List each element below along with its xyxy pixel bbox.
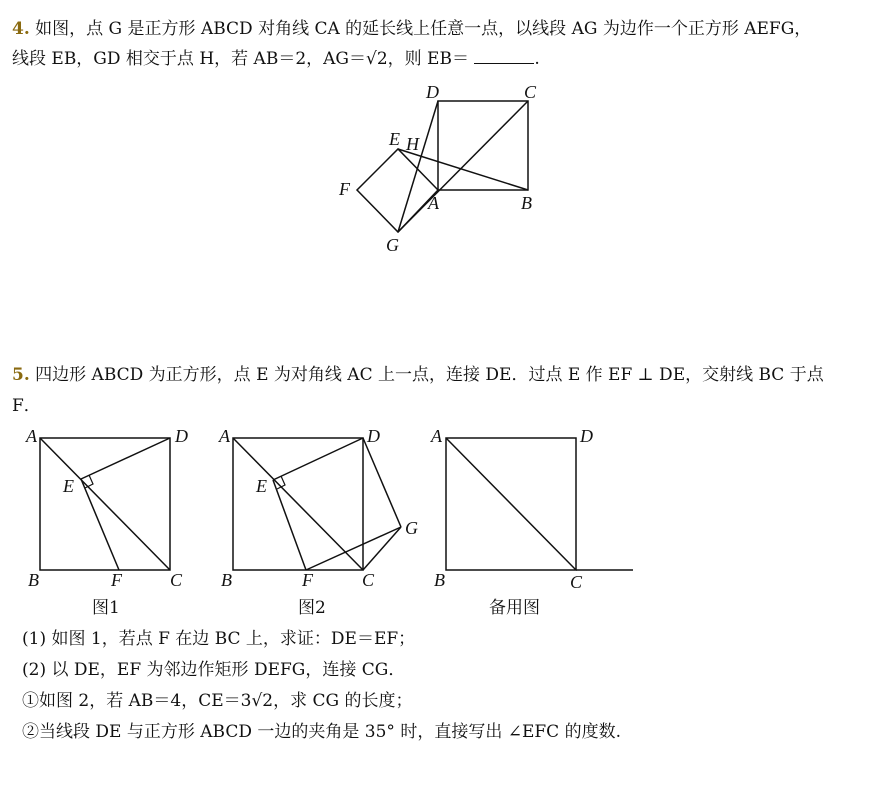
q5-sub1: (1) 如图 1，若点 F 在边 BC 上，求证：DE＝EF； — [22, 629, 416, 649]
fig2-label-a: A — [219, 426, 230, 446]
label-d: D — [426, 82, 439, 102]
q4-sqrt: √2 — [366, 49, 388, 69]
fig2-label-b: B — [221, 570, 232, 590]
square-aefg — [357, 149, 438, 232]
fig2-caption: 图2 — [298, 598, 326, 618]
q5-text-line1: 四边形 ABCD 为正方形，点 E 为对角线 AC 上一点，连接 DE．过点 E 作 EF ⊥ DE，交射线 BC 于点 — [35, 365, 824, 385]
fig1-label-f: F — [111, 570, 122, 590]
q5-line1 — [12, 364, 824, 386]
fig3-label-c: C — [570, 572, 583, 592]
fig1-label-b: B — [28, 570, 39, 590]
q4-text-line1: 如图，点 G 是正方形 ABCD 对角线 CA 的延长线上任意一点，以线段 AG 为边作一个正方形 AEFG， — [35, 19, 812, 39]
label-h: H — [406, 134, 419, 154]
fig2-segment-dg — [363, 438, 401, 527]
label-g: G — [386, 235, 399, 255]
label-b: B — [521, 193, 532, 213]
fig2-segment-ef — [273, 480, 306, 570]
fig3-label-b: B — [434, 570, 445, 590]
fig1-segment-de — [81, 438, 170, 479]
figure-spare — [430, 426, 633, 618]
fig1-label-c: C — [170, 570, 183, 590]
fig2-segment-fg — [306, 527, 401, 570]
figure-1 — [25, 426, 188, 618]
fig2-label-c: C — [362, 570, 375, 590]
q5-number: 5. — [12, 365, 30, 385]
fig2-label-g: G — [405, 518, 418, 538]
q5-text-line2: F． — [12, 396, 41, 416]
fig2-label-f: F — [302, 570, 313, 590]
q5-sub4: ②当线段 DE 与正方形 ABCD 一边的夹角是 35° 时，直接写出 ∠EFC 的度数. — [22, 722, 621, 742]
q4-number: 4. — [12, 19, 30, 39]
q5-sub3 — [22, 690, 413, 712]
q5-sub3-b: ，求 CG 的长度； — [273, 691, 413, 711]
q5-sub3-sqrt: √2 — [251, 691, 274, 711]
fig3-label-a: A — [431, 426, 442, 446]
q4-text-line2b: ，则 EB＝ — [387, 49, 469, 69]
label-e: E — [389, 129, 400, 149]
fig1-label-e: E — [63, 476, 74, 496]
fig2-label-e: E — [256, 476, 267, 496]
fig2-label-d: D — [367, 426, 380, 446]
q4-text-line2a: 线段 EB，GD 相交于点 H，若 AB＝2，AG＝ — [12, 49, 366, 69]
fig3-caption: 备用图 — [489, 598, 540, 618]
fig3-diagonal-ac — [446, 438, 576, 570]
q5-sub3-a: ①如图 2，若 AB＝4，CE＝3 — [22, 691, 252, 711]
label-c: C — [524, 82, 537, 102]
q5-sub2: (2) 以 DE，EF 为邻边作矩形 DEFG，连接 CG． — [22, 660, 406, 680]
fig3-label-d: D — [580, 426, 593, 446]
q4-figure — [0, 0, 878, 300]
label-f: F — [339, 179, 350, 199]
label-a: A — [428, 193, 439, 213]
figure-2 — [218, 426, 418, 618]
fig1-diagonal-ac — [40, 438, 170, 570]
fig2-segment-de — [273, 438, 363, 480]
fig1-label-d: D — [175, 426, 188, 446]
q5-figures — [0, 420, 878, 625]
fig1-label-a: A — [26, 426, 37, 446]
fig1-segment-ef — [81, 479, 119, 570]
q5-line2 — [12, 395, 41, 417]
fig1-caption: 图1 — [92, 598, 120, 618]
fig2-segment-cg — [363, 527, 401, 570]
q4-text-end: . — [534, 49, 540, 69]
